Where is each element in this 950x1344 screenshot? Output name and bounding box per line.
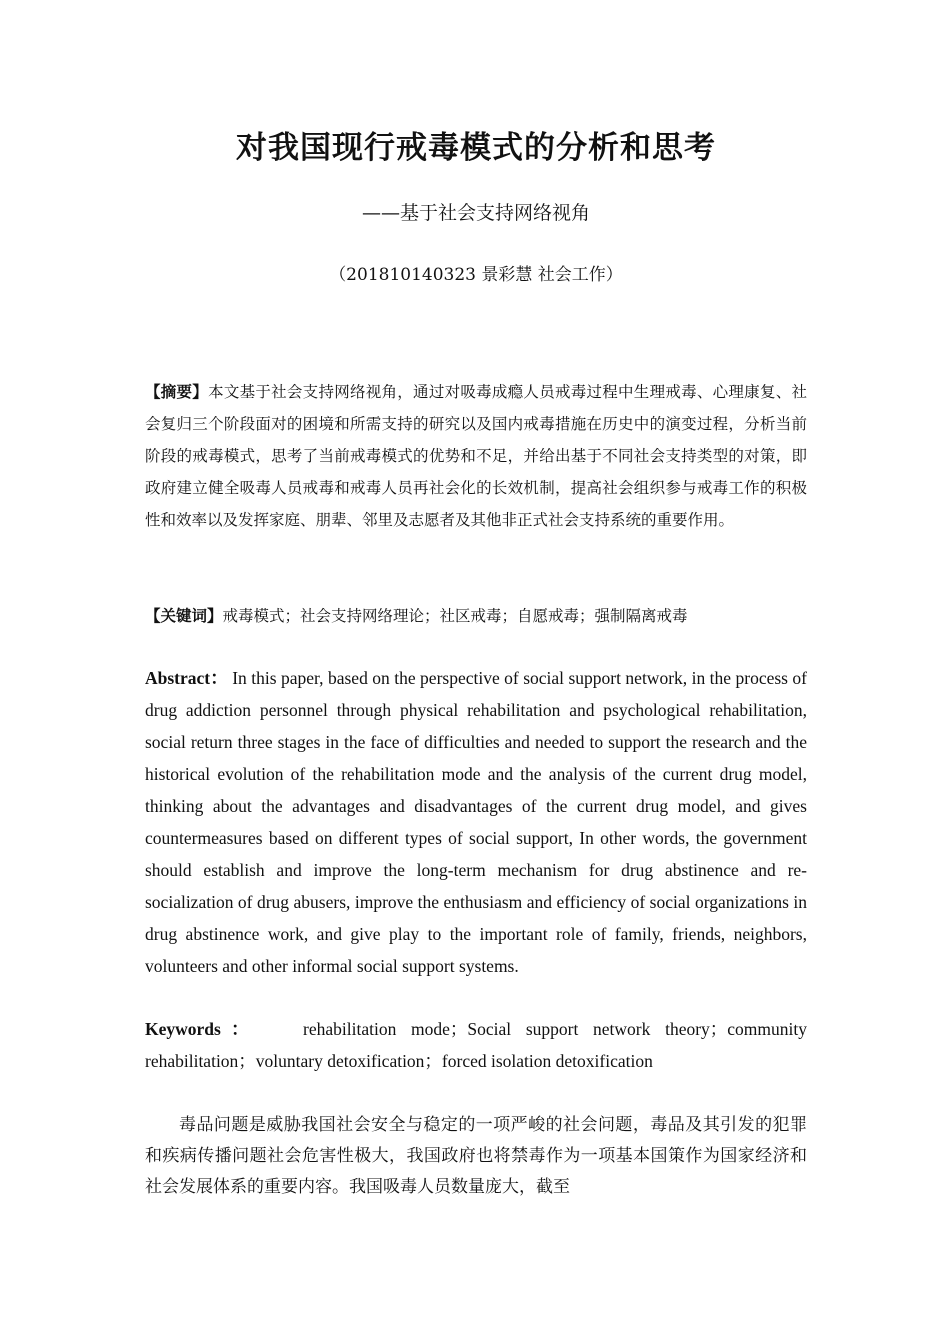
abstract-cn-label: 【摘要】 xyxy=(145,383,209,401)
keywords-en-label: Keywords： xyxy=(145,1019,259,1039)
body-paragraph: 毒品问题是威胁我国社会安全与稳定的一项严峻的社会问题，毒品及其引发的犯罪和疾病传播问题社会危害性极大，我国政府也将禁毒作为一项基本国策作为国家经济和社会发展体系的重要内容。我国吸毒人员数量庞大，截至 xyxy=(145,1115,807,1197)
paper-title: 对我国现行戒毒模式的分析和思考 xyxy=(236,130,716,166)
keywords-cn-text: 戒毒模式；社会支持网络理论；社区戒毒；自愿戒毒；强制隔离戒毒 xyxy=(222,607,688,625)
abstract-en-text: In this paper, based on the perspective of social support network, in the process of drug addiction personnel through physical rehabilitation and psychological rehabilitation, social return three stages in the face of difficulties and needed to support the research and the historical evolution of the rehabilitation mode and the analysis of the current drug model, thinking about the advantages and disadvantages of the current drug model, and gives countermeasures based on different types of social support, In other words, the government should establish and improve the long-term mechanism for drug abstinence and re-socialization of drug abusers, improve the enthusiasm and efficiency of social organizations in drug abstinence work, and give play to the important role of family, friends, neighbors, volunteers and other informal social support systems. xyxy=(145,668,807,976)
author-line: （201810140323 景彩慧 社会工作） xyxy=(329,265,623,285)
keywords-cn-label: 【关键词】 xyxy=(145,607,223,625)
abstract-cn-text: 本文基于社会支持网络视角，通过对吸毒成瘾人员戒毒过程中生理戒毒、心理康复、社会复归三个阶段面对的困境和所需支持的研究以及国内戒毒措施在历史中的演变过程，分析当前阶段的戒毒模式，思考了当前戒毒模式的优势和不足，并给出基于不同社会支持类型的对策，即政府建立健全吸毒人员戒毒和戒毒人员再社会化的长效机制，提高社会组织参与戒毒工作的积极性和效率以及发挥家庭、朋辈、邻里及志愿者及其他非正式社会支持系统的重要作用。 xyxy=(145,383,807,529)
keywords-en xyxy=(145,1013,807,1077)
abstract-cn xyxy=(145,376,807,536)
keywords-cn xyxy=(145,600,807,632)
abstract-en-label: Abstract： xyxy=(145,668,228,688)
abstract-en xyxy=(145,662,807,982)
paper-subtitle: ——基于社会支持网络视角 xyxy=(361,202,590,224)
keywords-en-text: rehabilitation mode；Social support network theory；community rehabilitation；voluntary detoxification；forced isolation detoxification xyxy=(145,1019,808,1071)
